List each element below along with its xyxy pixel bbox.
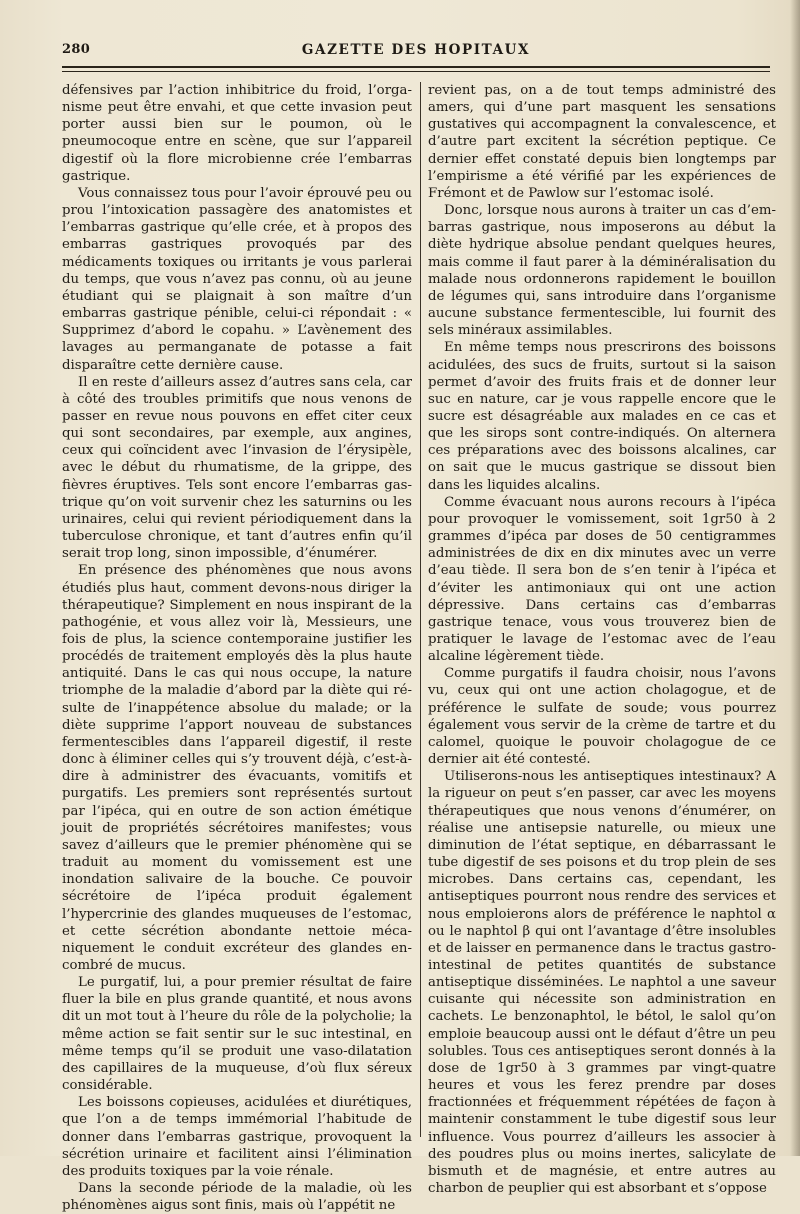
- column-divider: [420, 82, 421, 1137]
- paragraph: En même temps nous prescrirons des boissons acidulées, des sucs de fruits, surtout si la saison permet d’avoir des fruits frais et de donner leur suc en nature, car je vous rappelle encore que le sucre est désagréable aux malades en ce cas et que les sirops sont contre-indiqués. On alternera ces préparations avec des boissons alcalines, car on sait que le mucus gastrique se dissout bien dans les liquides alcalins.: [428, 340, 776, 493]
- page-edge-shadow: [790, 0, 800, 1156]
- paragraph: revient pas, on a de tout temps administré des amers, qui d’une part masquent les sensations gustatives qui accompagnent la convalescence, et d’autre part excitent la sécrétion peptique. Ce dernier effet constaté depuis bien longtemps par l’empirisme a été vérifié par les expériences de Frémont et de Pawlow sur l’estomac isolé.: [428, 83, 776, 201]
- page-number: 280: [62, 42, 91, 57]
- paragraph: Les boissons copieuses, acidulées et diurétiques, que l’on a de temps immémorial l’habitude de donner dans l’embarras gastrique, provoquent la sécrétion urinaire et facilitent ainsi l’élimination des produits toxiques par la voie rénale.: [62, 1095, 412, 1179]
- right-column: [428, 82, 776, 1196]
- paragraph: Utiliserons-nous les antiseptiques intestinaux? A la rigueur on peut s’en passer, car avec les moyens thérapeutiques que nous venons d’énumérer, on réalise une antisepsie naturelle, ou mieux une diminution de l’état septique, en débarrassant le tube digestif de ses poisons et du trop plein de ses microbes. Dans certains cas, cependant, les antiseptiques pourront nous rendre des services et nous emploierons alors de préférence le naphtol α ou le naphtol β qui ont l’avantage d’être insolubles et de laisser en permanence dans le tractus gastro-intestinal de petites quantités de substance antiseptique disséminées. Le naphtol a une saveur cuisante qui nécessite son administration en cachets. Le benzonaphtol, le bétol, le salol qu’on emploie beaucoup aussi ont le défaut d’être un peu solubles. Tous ces antiseptiques seront donnés à la dose de 1gr50 à 3 grammes par vingt-quatre heures et vous les ferez prendre par doses fractionnées et fréquemment répétées de façon à maintenir constamment le tube digestif sous leur influence. Vous pourrez d’ailleurs les associer à des poudres plus ou moins inertes, salicylate de bismuth et de magnésie, et entre autres au charbon de peuplier qui est absorbant et s’oppose: [428, 769, 776, 1196]
- paragraph: Comme évacuant nous aurons recours à l’ipéca pour provoquer le vomissement, soit 1gr50 à 2 grammes d’ipéca par doses de 50 centigrammes administrées de dix en dix minutes avec un verre d’eau tiède. Il sera bon de s’en tenir à l’ipéca et d’éviter les antimoniaux qui ont une action dépressive. Dans certains cas d’embarras gastrique tenace, vous vous trouverez bien de pratiquer le lavage de l’estomac avec de l’eau alcaline légèrement tiède.: [428, 494, 776, 665]
- left-column: [62, 82, 412, 1214]
- paragraph: Il en reste d’ailleurs assez d’autres sans cela, car à côté des troubles primitifs que nous venons de passer en revue nous pouvons en effet citer ceux qui sont secondaires, par exemple, aux angines, ceux qui coïncident avec l’invasion de l’érysipèle, avec le début du rhumatisme, de la grippe, des fièvres éruptives. Tels sont encore l’embarras gastrique qu’on voit survenir chez les saturnins ou les urinaires, celui qui revient périodiquement dans la tuberculose chronique, et tant d’autres enfin qu’il serait trop long, sinon impossible, d’énumérer.: [62, 374, 412, 562]
- paragraph: Comme purgatifs il faudra choisir, nous l’avons vu, ceux qui ont une action cholagogue, et de préférence le sulfate de soude; vous pourrez également vous servir de la crème de tartre et du calomel, quoique le pouvoir cholagogue de ce dernier ait été contesté.: [428, 666, 776, 768]
- paragraph: Dans la seconde période de la maladie, où les phénomènes aigus sont finis, mais où l’appétit ne: [62, 1181, 412, 1214]
- header-rule-thin: [62, 71, 770, 72]
- header-rule-thick: [62, 66, 770, 68]
- page-header: [62, 38, 770, 68]
- paragraph: Donc, lorsque nous aurons à traiter un cas d’embarras gastrique, nous imposerons au début la diète hydrique absolue pendant quelques heures, mais comme il faut parer à la déminéralisation du malade nous ordonnerons rapidement le bouillon de légumes qui, sans introduire dans l’organisme aucune substance fermentescible, lui fournit des sels minéraux assimilables.: [428, 203, 776, 339]
- paragraph: Vous connaissez tous pour l’avoir éprouvé peu ou prou l’intoxication passagère des anatomistes et l’embarras gastrique qu’elle crée, et à propos des embarras gastriques provoqués par des médicaments toxiques ou irritants je vous parlerai du temps, que vous n’avez pas connu, où au jeune étudiant qui se plaignait à son maître d’un embarras gastrique pénible, celui-ci répondait : « Supprimez d’abord le copahu. » L’avènement des lavages au permanganate de potasse a fait disparaître cette dernière cause.: [62, 185, 412, 373]
- paragraph: défensives par l’action inhibitrice du froid, l’organisme peut être envahi, et que cette invasion peut porter aussi bien sur le poumon, où le pneumocoque entre en scène, que sur l’appareil digestif où la flore microbienne crée l’embarras gastrique.: [62, 83, 412, 184]
- paragraph: En présence des phénomènes que nous avons étudiés plus haut, comment devons-nous diriger la thérapeutique? Simplement en nous inspirant de la pathogénie, et vous allez voir là, Messieurs, une fois de plus, la science contemporaine justifier les procédés de traitement employés dès la plus haute antiquité. Dans le cas qui nous occupe, la nature triomphe de la maladie d’abord par la diète qui résulte de l’inappétence absolue du malade; or la diète supprime l’apport nouveau de substances fermentescibles dans l’appareil digestif, il reste donc à éliminer celles qui s’y trouvent déjà, c’est-à-dire à administrer des évacuants, vomitifs et purgatifs. Les premiers sont représentés surtout par l’ipéca, qui en outre de son action émétique jouit de propriétés sécrétoires manifestes; vous savez d’ailleurs que le premier phénomène qui se traduit au moment du vomissement est une inondation salivaire de la bouche. Ce pouvoir sécrétoire de l’ipéca produit également l’hypercrinie des glandes muqueuses de l’estomac, et cette sécrétion abondante nettoie mécaniquement le conduit excréteur des glandes encombré de mucus.: [62, 563, 412, 973]
- journal-title: GAZETTE DES HOPITAUX: [301, 42, 531, 58]
- paragraph: Le purgatif, lui, a pour premier résultat de faire fluer la bile en plus grande quantité, et nous avons dit un mot tout à l’heure du rôle de la polycholie; la même action se fait sentir sur le suc intestinal, en même temps qu’il se produit une vaso-dilatation des capillaires de la muqueuse, d’où flux séreux considérable.: [62, 975, 412, 1094]
